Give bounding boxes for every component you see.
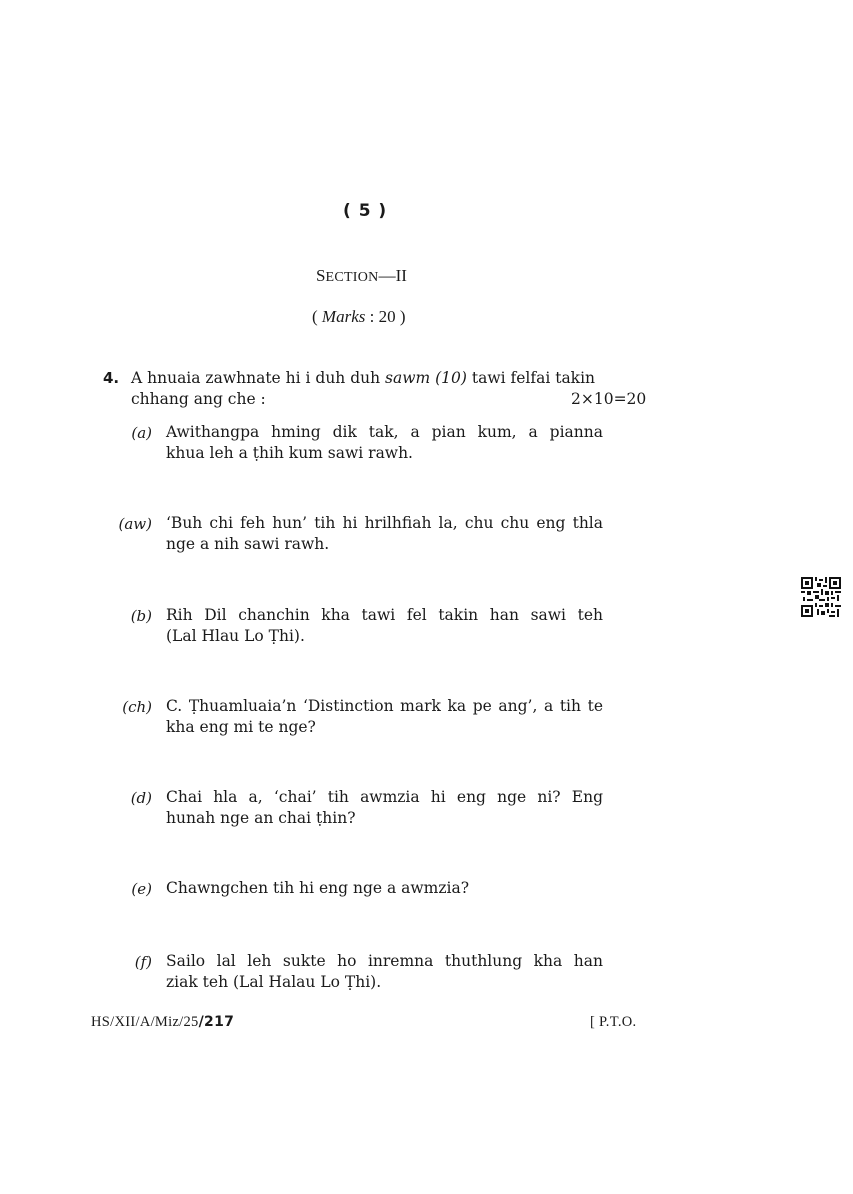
subquestion-ch-line-1: C. Ṭhuamluaia’n ‘Distinction mark ka pe ang’, a tih te — [166, 697, 603, 715]
intro-part2: tawi felfai takin — [466, 369, 596, 387]
subquestion-label-e: (e) — [131, 880, 152, 898]
subquestion-label-d: (d) — [130, 789, 152, 807]
intro-italic: sawm (10) — [385, 369, 467, 387]
subquestion-a-line-2: khua leh a ṭhih kum sawi rawh. — [166, 444, 413, 462]
subquestion-a — [166, 422, 603, 464]
pto-label: [ P.T.O. — [590, 1014, 637, 1030]
subquestion-f — [166, 951, 603, 993]
section-prefix-cap: S — [316, 266, 326, 285]
section-suffix: —II — [378, 266, 407, 285]
qr-code-icon — [801, 577, 841, 617]
marks-open: ( — [312, 307, 322, 326]
intro-part1: A hnuaia zawhnate hi i duh duh — [131, 369, 386, 387]
subquestion-f-line-2: ziak teh (Lal Halau Lo Ṭhi). — [166, 973, 382, 991]
subquestion-a-line-1: Awithangpa hming dik tak, a pian kum, a pianna — [166, 423, 603, 441]
subquestion-b-line-1: Rih Dil chanchin kha tawi fel takin han sawi teh — [166, 606, 603, 624]
page-number: ( 5 ) — [343, 201, 388, 221]
marks-value: : 20 ) — [365, 307, 406, 326]
subquestion-aw — [166, 513, 603, 555]
section-marks — [312, 307, 406, 327]
question-intro-line-1 — [131, 368, 595, 389]
question-number: 4. — [103, 369, 120, 387]
subquestion-label-f: (f) — [134, 953, 152, 971]
subquestion-d-line-1: Chai hla a, ‘chai’ tih awmzia hi eng nge ni? Eng — [166, 788, 603, 806]
subquestion-label-aw: (aw) — [118, 515, 152, 533]
question-marks: 2×10=20 — [571, 390, 647, 408]
subquestion-f-line-1: Sailo lal leh sukte ho inremna thuthlung kha han — [166, 952, 603, 970]
section-prefix-small: ECTION — [325, 270, 379, 285]
subquestion-label-a: (a) — [131, 424, 152, 442]
subquestion-label-b: (b) — [130, 607, 152, 625]
paper-code — [91, 1014, 234, 1031]
subquestion-aw-line-2: nge a nih sawi rawh. — [166, 535, 330, 553]
subquestion-e — [166, 878, 603, 899]
subquestion-d-line-2: hunah nge an chai ṭhin? — [166, 809, 356, 827]
question-intro-line-2: chhang ang che : — [131, 390, 266, 408]
subquestion-ch — [166, 696, 603, 738]
subquestion-e-line-1: Chawngchen tih hi eng nge a awmzia? — [166, 879, 470, 897]
section-title — [316, 266, 407, 286]
paper-code-prefix: HS/XII/A/Miz/25 — [91, 1014, 199, 1030]
subquestion-b — [166, 605, 603, 647]
subquestion-ch-line-2: kha eng mi te nge? — [166, 718, 316, 736]
subquestion-b-line-2: (Lal Hlau Lo Ṭhi). — [166, 627, 305, 645]
marks-label: Marks — [321, 307, 366, 326]
paper-code-number: /217 — [198, 1014, 235, 1030]
subquestion-label-ch: (ch) — [122, 698, 152, 716]
subquestion-aw-line-1: ‘Buh chi feh hun’ tih hi hrilhfiah la, chu chu eng thla — [166, 514, 603, 532]
subquestion-d — [166, 787, 603, 829]
